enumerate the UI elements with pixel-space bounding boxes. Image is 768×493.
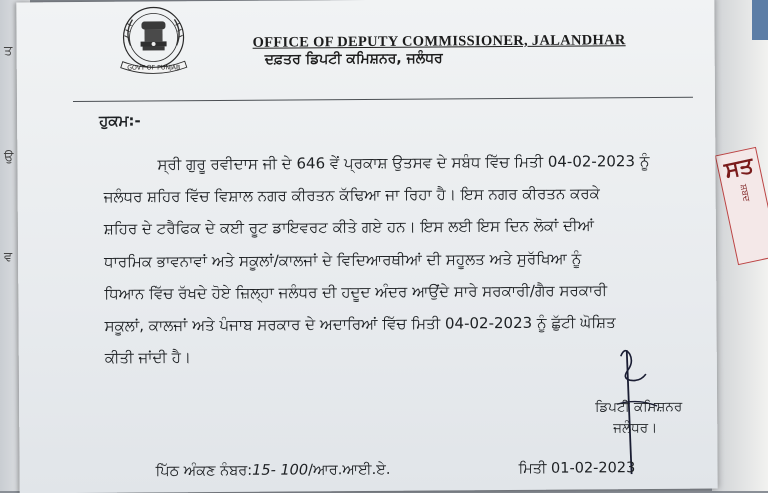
order-line: ਜਲੰਧਰ ਸ਼ਹਿਰ ਵਿੱਚ ਵਿਸ਼ਾਲ ਨਗਰ ਕੀਰਤਨ ਕੱਢਿਆ ਜਾ ਰਿਹਾ ਹੈ। ਇਸ ਨਗਰ ਕੀਰਤਨ ਕਰਕੇ (103, 184, 600, 207)
emblem-caption: GOVT OF PUNJAB (127, 64, 181, 72)
signatory-designation (595, 397, 682, 440)
order-line: ਕੀਤੀ ਜਾਂਦੀ ਹੈ। (104, 348, 192, 368)
order-document (16, 0, 717, 493)
order-line: ਸ਼ਹਿਰ ਦੇ ਟਰੈਫਿਕ ਦੇ ਕਈ ਰੂਟ ਡਾਇਵਰਟ ਕੀਤੇ ਗਏ ਹਨ। ਇਸ ਲਈ ਇਸ ਦਿਨ ਲੋਕਾਂ ਦੀਆਂ (103, 216, 594, 239)
background-glyph: ਤ (4, 44, 13, 59)
order-heading: ਹੁਕਮ:- (99, 111, 141, 130)
endorsement-handwritten-number: 15- 100 (252, 462, 309, 479)
background-glyph: ਵ (4, 250, 13, 265)
header-divider (73, 97, 693, 102)
signatory-place: ਜਲੰਧਰ। (613, 419, 658, 437)
order-line: ਧਾਰਮਿਕ ਭਾਵਨਾਵਾਂ ਅਤੇ ਸਕੂਲਾਂ/ਕਾਲਜਾਂ ਦੇ ਵਿਦਿਆਰਥੀਆਂ ਦੀ ਸਹੂਲਤ ਅਤੇ ਸੁਰੱਖਿਆ ਨੂੰ (104, 249, 582, 271)
background-paper-right (712, 0, 768, 491)
endorsement-label: ਪਿੱਠ ਅੰਕਣ ਨੰਬਰ: (155, 462, 253, 480)
order-body (103, 145, 670, 374)
office-title-english: OFFICE OF DEPUTY COMMISSIONER, JALANDHAR (252, 32, 626, 51)
red-stamp-vertical-text: ਸ਼ਬਦ (737, 183, 751, 203)
background-glyph: ਉ (4, 150, 14, 165)
order-line: ਸ੍ਰੀ ਗੁਰੂ ਰਵੀਦਾਸ ਜੀ ਦੇ 646 ਵੇਂ ਪ੍ਰਕਾਸ਼ ਉਤਸਵ ਦੇ ਸਬੰਧ ਵਿੱਚ ਮਿਤੀ 04-02-2023 ਨੂੰ (157, 152, 650, 174)
red-stamp-word: ਸਤ (722, 153, 756, 184)
punjab-emblem-icon (100, 1, 207, 86)
blue-paper-corner (752, 0, 768, 40)
office-title-punjabi: ਦਫ਼ਤਰ ਡਿਪਟੀ ਕਮਿਸ਼ਨਰ, ਜਲੰਧਰ (264, 50, 443, 68)
endorsement-number (156, 462, 391, 480)
signatory-title: ਡਿਪਟੀ ਕਮਿਸ਼ਨਰ (595, 398, 683, 416)
issue-date: ਮਿਤੀ 01-02-2023 (518, 460, 636, 477)
order-line: ਧਿਆਨ ਵਿੱਚ ਰੱਖਦੇ ਹੋਏ ਜ਼ਿਲ੍ਹਾ ਜਲੰਧਰ ਦੀ ਹਦੂਦ ਅੰਦਰ ਆਉਂਦੇ ਸਾਰੇ ਸਰਕਾਰੀ/ਗੈਰ ਸਰਕਾਰੀ (104, 281, 608, 303)
endorsement-suffix: /ਆਰ.ਆਈ.ਏ. (308, 461, 391, 479)
red-stamp (715, 147, 768, 265)
order-line: ਸਕੂਲਾਂ, ਕਾਲਜਾਂ ਅਤੇ ਪੰਜਾਬ ਸਰਕਾਰ ਦੇ ਅਦਾਰਿਆਂ ਵਿੱਚ ਮਿਤੀ 04-02-2023 ਨੂੰ ਛੁੱਟੀ ਘੋਸ਼ਿਤ (104, 313, 616, 335)
